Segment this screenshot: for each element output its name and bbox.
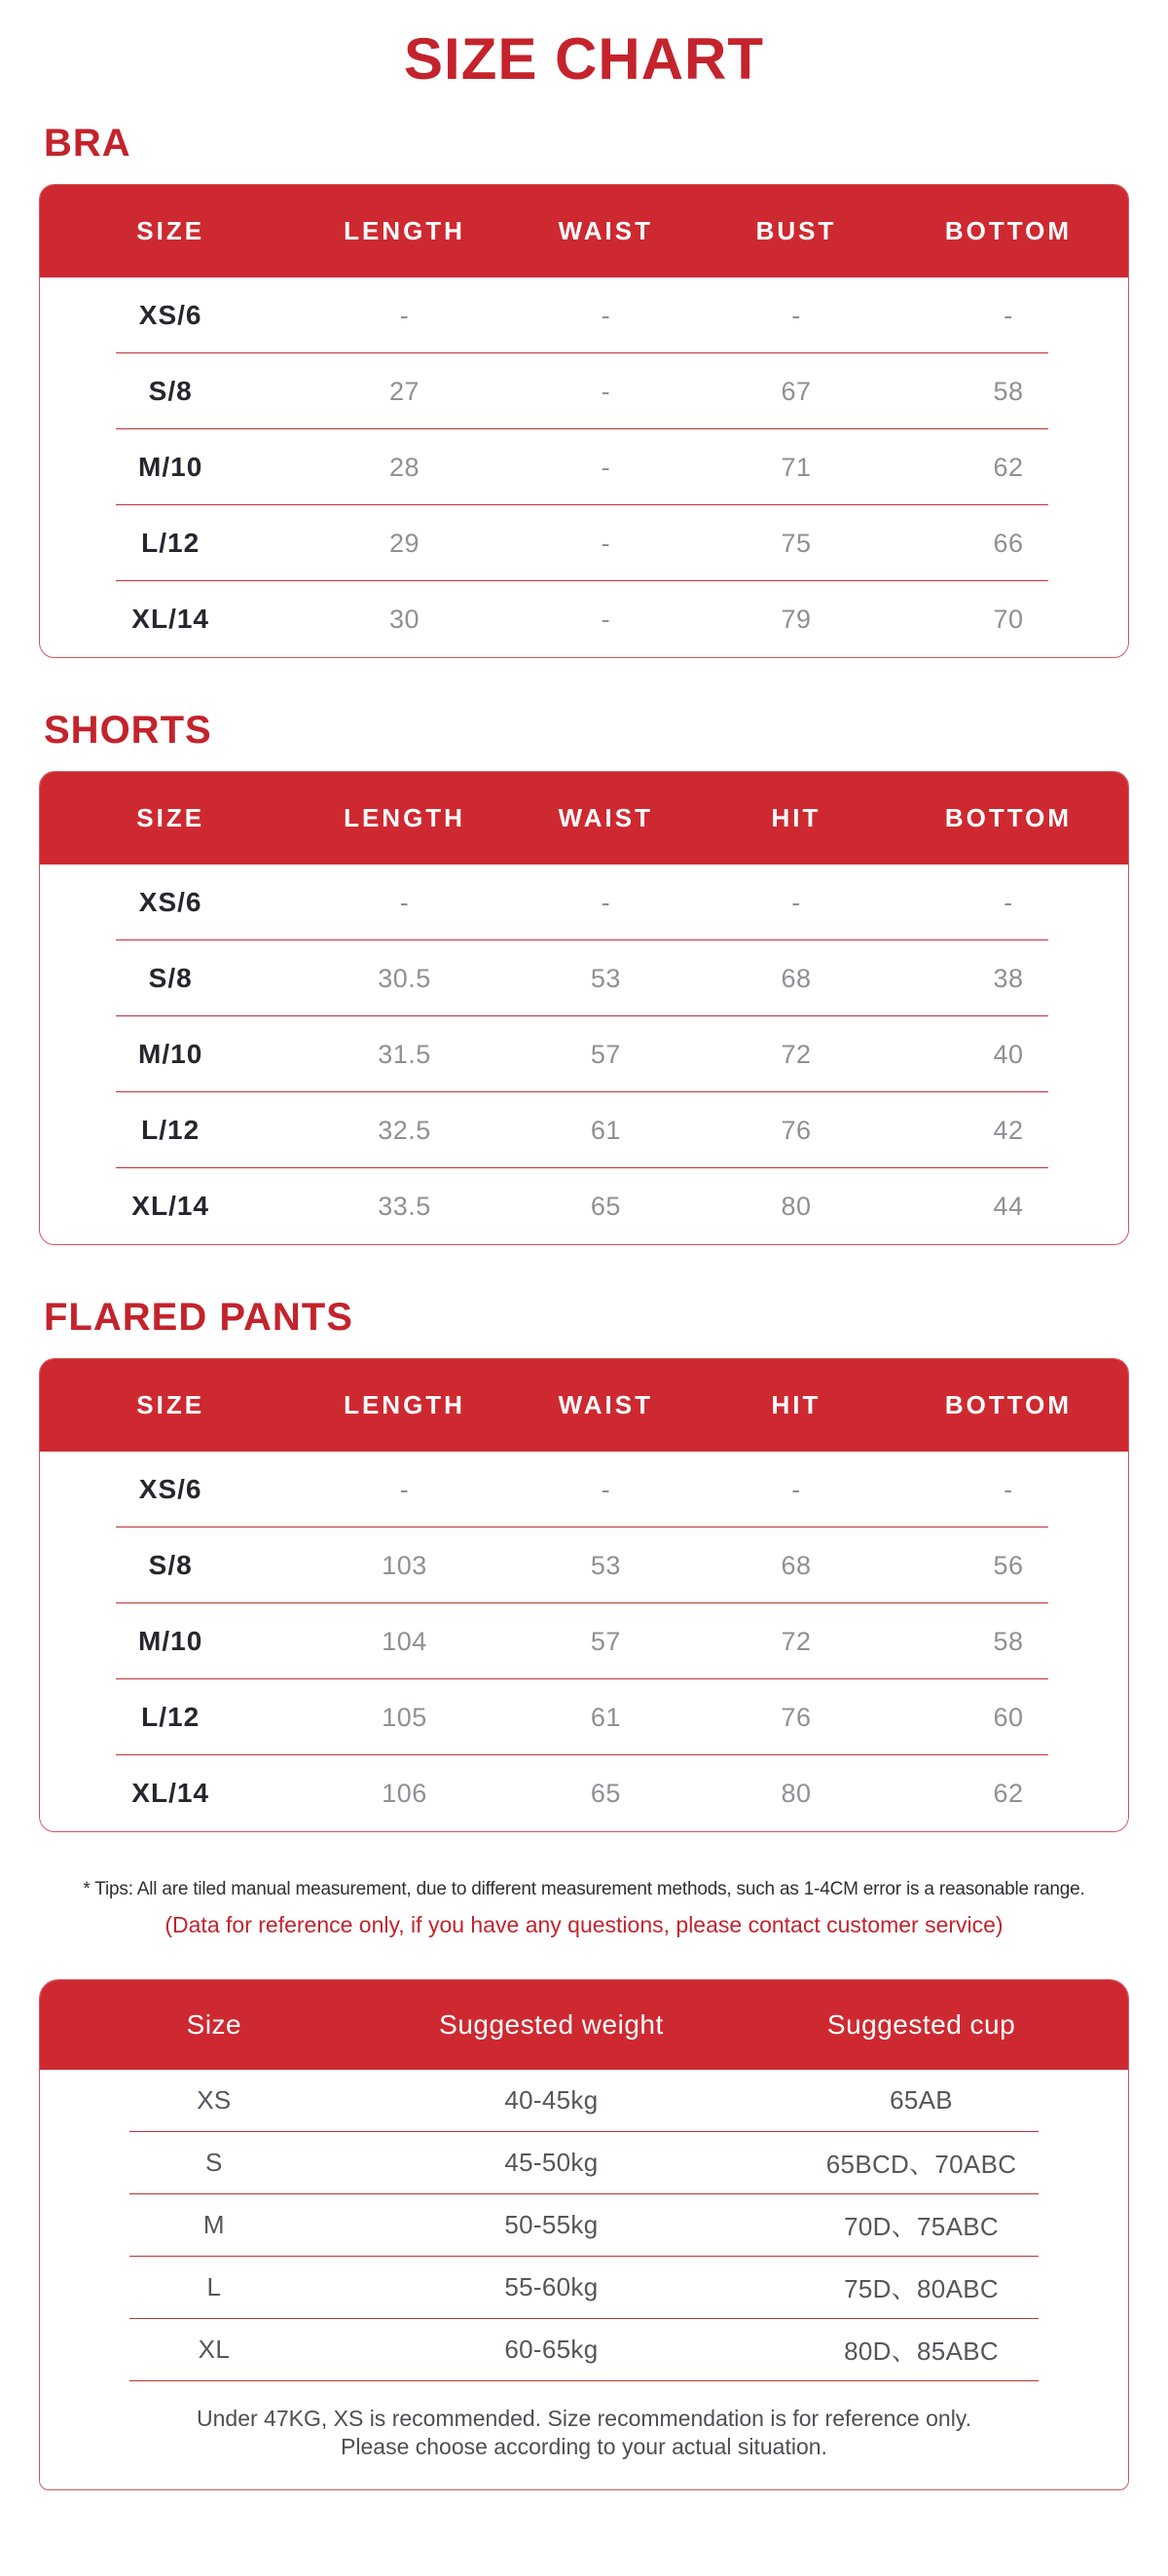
table-row xyxy=(40,2132,1128,2194)
value-cell: - xyxy=(791,1474,801,1504)
value-cell: 80 xyxy=(781,1778,812,1808)
column-header-size: SIZE xyxy=(136,803,205,832)
column-header-bottom: BOTTOM xyxy=(944,216,1073,245)
value-cell: 57 xyxy=(590,1039,621,1069)
value-cell: 55-60kg xyxy=(504,2272,599,2302)
value-cell: 68 xyxy=(781,1550,812,1580)
table-row xyxy=(40,1016,1128,1092)
value-cell: 62 xyxy=(993,1778,1024,1808)
value-cell: 33.5 xyxy=(378,1191,431,1221)
value-cell: 72 xyxy=(781,1039,812,1069)
value-cell: 27 xyxy=(388,376,420,406)
value-cell: 61 xyxy=(590,1115,621,1145)
value-cell: - xyxy=(399,887,410,917)
value-cell: - xyxy=(1004,1474,1013,1504)
table-header-row xyxy=(40,185,1128,277)
table-row xyxy=(40,505,1128,581)
size-cell: L/12 xyxy=(141,528,201,558)
value-cell: 53 xyxy=(590,1550,621,1580)
section-bra xyxy=(0,122,1168,658)
value-cell: - xyxy=(601,528,611,558)
section-heading-shorts: SHORTS xyxy=(44,709,212,752)
column-header-bust: BUST xyxy=(755,216,837,245)
size-cell: M/10 xyxy=(138,1039,203,1069)
value-cell: 103 xyxy=(382,1550,427,1580)
value-cell: 67 xyxy=(781,376,812,406)
table-row xyxy=(40,2194,1128,2257)
value-cell: 79 xyxy=(781,604,812,634)
value-cell: - xyxy=(601,300,611,330)
value-cell: 80D、85ABC xyxy=(844,2337,999,2367)
table-row xyxy=(40,581,1128,657)
section-heading-flared-pants: FLARED PANTS xyxy=(44,1296,353,1339)
value-cell: 32.5 xyxy=(378,1115,431,1145)
size-cell: L/12 xyxy=(141,1702,201,1732)
column-header-size: SIZE xyxy=(136,1390,205,1419)
size-cell: XL/14 xyxy=(131,1778,209,1808)
table-row xyxy=(40,429,1128,505)
value-cell: 70D、75ABC xyxy=(844,2212,999,2242)
column-header-waist: WAIST xyxy=(558,803,653,832)
size-cell: XS/6 xyxy=(138,1474,202,1504)
value-cell: - xyxy=(601,887,611,917)
size-cell: XS xyxy=(197,2085,232,2116)
value-cell: 60-65kg xyxy=(504,2335,599,2365)
value-cell: 44 xyxy=(993,1191,1024,1221)
table-row xyxy=(40,1092,1128,1168)
bra-size-table xyxy=(39,184,1129,658)
table-row xyxy=(40,1452,1128,1527)
value-cell: - xyxy=(601,376,611,406)
recommendation-note-line2: Please choose according to your actual situation. xyxy=(341,2434,827,2460)
page-title: SIZE CHART xyxy=(404,26,764,92)
size-cell: XS/6 xyxy=(138,300,202,330)
value-cell: 53 xyxy=(590,963,621,993)
column-header-waist: WAIST xyxy=(558,1390,653,1419)
column-header-length: LENGTH xyxy=(344,1390,465,1419)
value-cell: 38 xyxy=(993,963,1024,993)
value-cell: 58 xyxy=(993,1626,1024,1656)
reference-note: (Data for reference only, if you have any questions, please contact customer service) xyxy=(164,1911,1004,1937)
section-flared-pants xyxy=(0,1296,1168,1832)
column-header-waist: WAIST xyxy=(558,216,653,245)
value-cell: 106 xyxy=(382,1778,427,1808)
value-cell: 40-45kg xyxy=(504,2085,599,2116)
section-shorts xyxy=(0,709,1168,1245)
value-cell: 76 xyxy=(781,1115,812,1145)
size-cell: XL/14 xyxy=(131,1191,209,1221)
table-row xyxy=(40,277,1128,353)
value-cell: 65 xyxy=(590,1191,621,1221)
value-cell: - xyxy=(399,300,410,330)
size-cell: S xyxy=(205,2148,223,2178)
table-body xyxy=(40,1452,1128,1831)
value-cell: 76 xyxy=(781,1702,812,1732)
table-row xyxy=(40,1755,1128,1831)
value-cell: 75D、80ABC xyxy=(844,2274,999,2304)
value-cell: 42 xyxy=(993,1115,1024,1145)
value-cell: 71 xyxy=(781,452,812,482)
value-cell: 65 xyxy=(590,1778,621,1808)
table-header-row xyxy=(40,1980,1128,2070)
table-row xyxy=(40,1527,1128,1603)
table-row xyxy=(40,940,1128,1016)
value-cell: 68 xyxy=(781,963,812,993)
column-header-suggested-cup: Suggested cup xyxy=(826,2008,1016,2040)
value-cell: 40 xyxy=(993,1039,1024,1069)
value-cell: 30.5 xyxy=(378,963,431,993)
table-header-row xyxy=(40,1359,1128,1452)
recommendation-note xyxy=(40,2381,1128,2489)
value-cell: 28 xyxy=(388,452,420,482)
table-row xyxy=(40,865,1128,940)
value-cell: 65AB xyxy=(890,2085,953,2116)
table-row xyxy=(40,2257,1128,2319)
size-cell: L xyxy=(206,2272,222,2302)
table-row xyxy=(40,1679,1128,1755)
column-header-length: LENGTH xyxy=(344,803,465,832)
table-body xyxy=(40,277,1128,657)
table-body xyxy=(40,2070,1128,2381)
value-cell: 70 xyxy=(993,604,1024,634)
table-header-row xyxy=(40,772,1128,865)
value-cell: 62 xyxy=(993,452,1024,482)
column-header-suggested-weight: Suggested weight xyxy=(439,2008,664,2040)
value-cell: 80 xyxy=(781,1191,812,1221)
column-header-hit: HIT xyxy=(771,1390,821,1419)
size-cell: L/12 xyxy=(141,1115,201,1145)
section-heading-bra: BRA xyxy=(44,122,131,165)
column-header-hit: HIT xyxy=(771,803,821,832)
size-recommendation-table xyxy=(39,1979,1129,2490)
value-cell: - xyxy=(399,1474,410,1504)
value-cell: 56 xyxy=(993,1550,1024,1580)
value-cell: - xyxy=(791,887,801,917)
value-cell: - xyxy=(1004,887,1013,917)
table-row xyxy=(40,2319,1128,2381)
value-cell: 29 xyxy=(388,528,420,558)
size-cell: S/8 xyxy=(148,1550,193,1580)
size-cell: S/8 xyxy=(148,963,193,993)
value-cell: 31.5 xyxy=(378,1039,431,1069)
column-header-bottom: BOTTOM xyxy=(944,803,1073,832)
table-row xyxy=(40,2070,1128,2132)
size-cell: XL/14 xyxy=(131,604,209,634)
value-cell: 45-50kg xyxy=(504,2148,599,2178)
column-header-bottom: BOTTOM xyxy=(944,1390,1073,1419)
size-cell: M/10 xyxy=(138,452,203,482)
measurement-tips-note: * Tips: All are tiled manual measurement, due to different measurement methods, such as 1-4CM error is a reasonable range. xyxy=(83,1879,1085,1899)
value-cell: 65BCD、70ABC xyxy=(825,2150,1017,2180)
value-cell: 105 xyxy=(382,1702,427,1732)
value-cell: - xyxy=(1004,300,1013,330)
table-body xyxy=(40,865,1128,1244)
recommendation-note-line1: Under 47KG, XS is recommended. Size recommendation is for reference only. xyxy=(197,2405,971,2431)
value-cell: 104 xyxy=(382,1626,427,1656)
value-cell: - xyxy=(791,300,801,330)
value-cell: - xyxy=(601,452,611,482)
value-cell: - xyxy=(601,1474,611,1504)
size-cell: XS/6 xyxy=(138,887,202,917)
value-cell: 50-55kg xyxy=(504,2210,599,2240)
value-cell: - xyxy=(601,604,611,634)
flared-pants-size-table xyxy=(39,1358,1129,1832)
table-row xyxy=(40,353,1128,429)
value-cell: 66 xyxy=(993,528,1024,558)
column-header-size: SIZE xyxy=(136,216,205,245)
value-cell: 30 xyxy=(388,604,420,634)
value-cell: 61 xyxy=(590,1702,621,1732)
column-header-size: Size xyxy=(186,2008,242,2040)
value-cell: 60 xyxy=(993,1702,1024,1732)
value-cell: 75 xyxy=(781,528,812,558)
column-header-length: LENGTH xyxy=(344,216,465,245)
table-row xyxy=(40,1603,1128,1679)
size-cell: XL xyxy=(198,2335,231,2365)
size-cell: M/10 xyxy=(138,1626,203,1656)
size-cell: S/8 xyxy=(148,376,193,406)
tips-block xyxy=(0,1877,1168,1940)
size-cell: M xyxy=(202,2210,225,2240)
value-cell: 57 xyxy=(590,1626,621,1656)
value-cell: 72 xyxy=(781,1626,812,1656)
table-row xyxy=(40,1168,1128,1244)
shorts-size-table xyxy=(39,771,1129,1245)
value-cell: 58 xyxy=(993,376,1024,406)
